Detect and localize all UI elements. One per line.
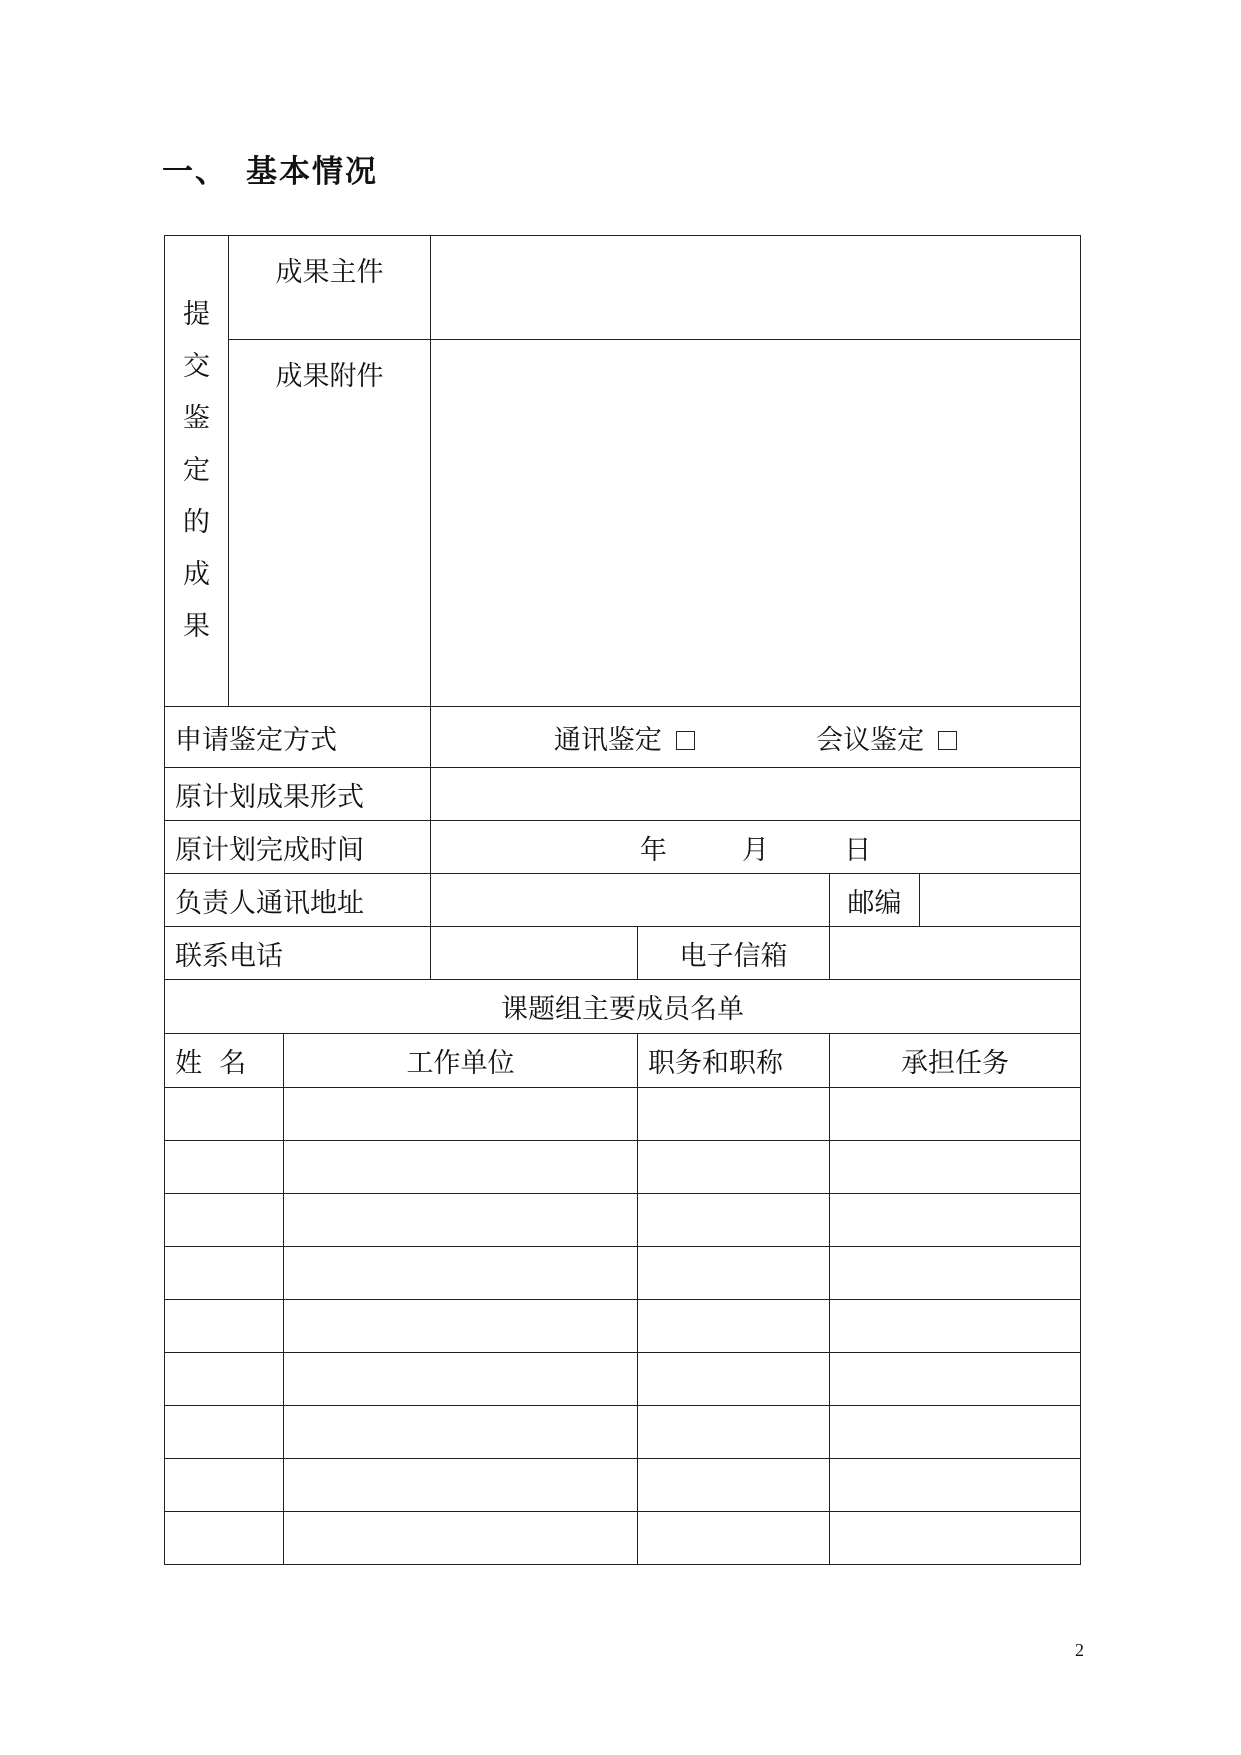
planned-time-label: 原计划完成时间 [165,821,431,874]
member-task-cell[interactable] [830,1247,1081,1300]
basic-info-form [164,235,1081,1565]
member-title-cell[interactable] [638,1353,830,1406]
member-task-cell[interactable] [830,1353,1081,1406]
attachment-field[interactable] [431,340,1081,707]
day-label: 日 [844,834,872,866]
member-unit-cell[interactable] [284,1512,638,1565]
member-unit-cell[interactable] [284,1194,638,1247]
member-name-cell[interactable] [165,1194,284,1247]
attachment-row [165,340,1081,707]
address-label: 负责人通讯地址 [165,874,431,927]
member-unit-cell[interactable] [284,1088,638,1141]
method-option-correspondence[interactable] [554,718,695,757]
member-name-cell[interactable] [165,1300,284,1353]
member-row [165,1353,1081,1406]
section-title: 基本情况 [246,154,378,190]
address-row [165,874,1081,927]
planned-form-row [165,768,1081,821]
member-title-cell[interactable] [638,1300,830,1353]
phone-field[interactable] [431,927,638,980]
member-title-cell[interactable] [638,1406,830,1459]
members-title-row [165,980,1081,1034]
planned-time-field[interactable] [431,821,1081,874]
col-header-title: 职务和职称 [638,1034,830,1088]
correspondence-label: 通讯鉴定 [553,724,662,756]
member-unit-cell[interactable] [284,1353,638,1406]
contact-row [165,927,1081,980]
method-row [165,707,1081,768]
member-title-cell[interactable] [638,1512,830,1565]
correspondence-checkbox[interactable] [676,731,695,750]
planned-form-field[interactable] [431,768,1081,821]
member-unit-cell[interactable] [284,1300,638,1353]
member-title-cell[interactable] [638,1141,830,1194]
member-name-cell[interactable] [165,1247,284,1300]
member-name-cell[interactable] [165,1512,284,1565]
member-row [165,1194,1081,1247]
method-label: 申请鉴定方式 [165,707,431,768]
planned-time-row [165,821,1081,874]
method-option-meeting[interactable] [816,718,957,757]
section-number: 一、 [162,154,228,190]
col-header-name: 姓 名 [165,1034,284,1088]
member-title-cell[interactable] [638,1247,830,1300]
member-row [165,1406,1081,1459]
planned-form-label: 原计划成果形式 [165,768,431,821]
member-name-cell[interactable] [165,1353,284,1406]
member-task-cell[interactable] [830,1141,1081,1194]
year-label: 年 [639,834,667,866]
postcode-label: 邮编 [830,874,920,927]
members-title: 课题组主要成员名单 [165,980,1081,1034]
member-task-cell[interactable] [830,1459,1081,1512]
member-row [165,1247,1081,1300]
attachment-label: 成果附件 [229,340,431,707]
member-unit-cell[interactable] [284,1459,638,1512]
section-heading [162,146,378,191]
member-row [165,1459,1081,1512]
member-name-cell[interactable] [165,1406,284,1459]
main-result-row [165,236,1081,340]
members-header-row [165,1034,1081,1088]
member-row [165,1141,1081,1194]
member-row [165,1300,1081,1353]
main-result-label: 成果主件 [229,236,431,340]
member-name-cell[interactable] [165,1088,284,1141]
member-name-cell[interactable] [165,1459,284,1512]
col-header-unit: 工作单位 [284,1034,638,1088]
member-task-cell[interactable] [830,1406,1081,1459]
main-result-field[interactable] [431,236,1081,340]
member-title-cell[interactable] [638,1194,830,1247]
member-title-cell[interactable] [638,1088,830,1141]
meeting-label: 会议鉴定 [816,724,925,756]
member-task-cell[interactable] [830,1300,1081,1353]
member-name-cell[interactable] [165,1141,284,1194]
month-label: 月 [742,834,769,866]
phone-label: 联系电话 [165,927,431,980]
member-row [165,1088,1081,1141]
member-task-cell[interactable] [830,1088,1081,1141]
email-label: 电子信箱 [638,927,830,980]
meeting-checkbox[interactable] [938,731,957,750]
member-title-cell[interactable] [638,1459,830,1512]
member-unit-cell[interactable] [284,1141,638,1194]
email-field[interactable] [830,927,1081,980]
member-task-cell[interactable] [830,1512,1081,1565]
page-number: 2 [1075,1640,1084,1660]
col-header-task: 承担任务 [830,1034,1081,1088]
submission-group-label: 提 交 鉴 定 的 成 果 [165,236,229,707]
member-row [165,1512,1081,1565]
postcode-field[interactable] [920,874,1081,927]
address-field[interactable] [431,874,830,927]
member-unit-cell[interactable] [284,1406,638,1459]
member-task-cell[interactable] [830,1194,1081,1247]
method-options [431,707,1081,768]
member-unit-cell[interactable] [284,1247,638,1300]
